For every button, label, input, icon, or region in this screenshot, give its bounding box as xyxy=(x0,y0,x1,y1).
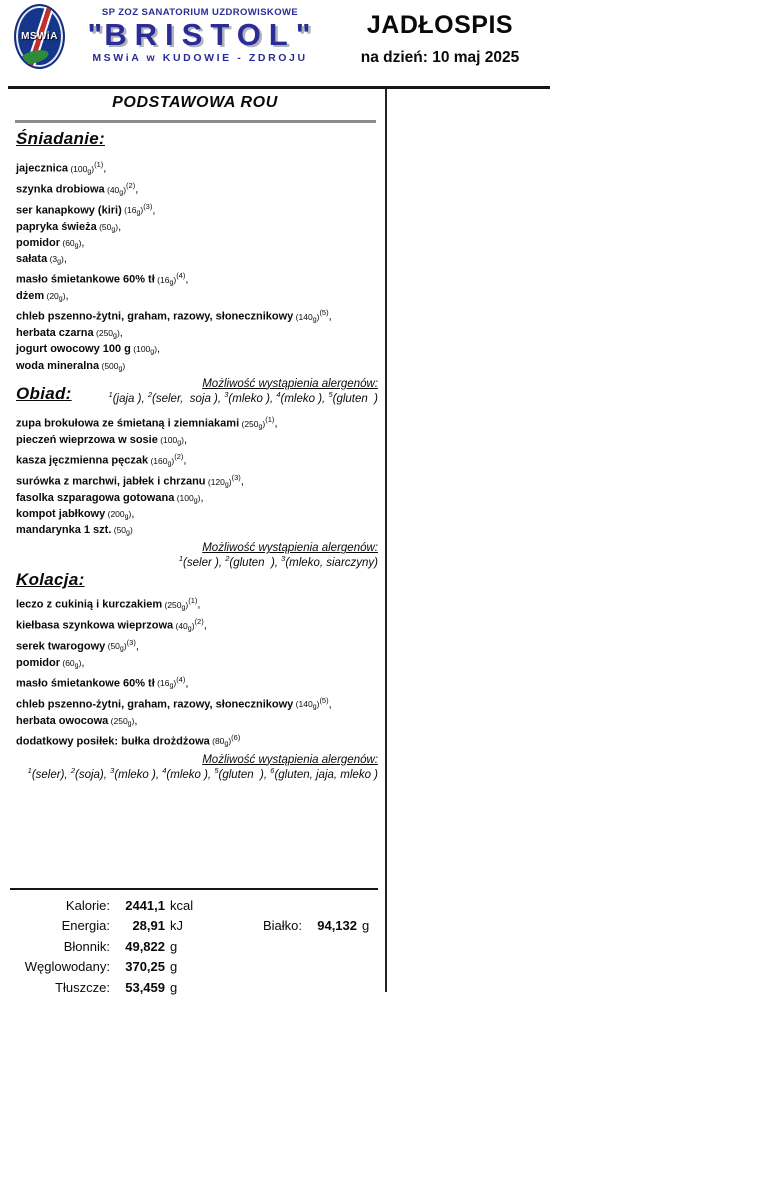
item-portion: (140g) xyxy=(293,699,320,711)
meal-item xyxy=(16,715,378,731)
portion-unit: g xyxy=(167,460,172,468)
allergen-text: (mleko ), xyxy=(280,392,329,405)
meal-item xyxy=(16,360,378,376)
portion-unit: g xyxy=(258,423,263,431)
item-name: fasolka szparagowa gotowana xyxy=(16,491,175,504)
item-footnote: (1) xyxy=(188,596,198,605)
portion-unit: g xyxy=(58,295,63,303)
item-portion: (200g) xyxy=(105,508,132,521)
meal-item xyxy=(16,327,378,343)
item-comma: , xyxy=(152,204,156,217)
meal-section xyxy=(16,570,378,780)
nutrition-value: 49,822 xyxy=(125,938,165,954)
item-name: dżem xyxy=(16,290,45,303)
nutrition-row xyxy=(0,916,400,937)
nutrition-row xyxy=(0,957,400,978)
item-name: masło śmietankowe 60% tł xyxy=(16,273,155,286)
portion-unit: g xyxy=(224,481,229,489)
meal-item xyxy=(16,471,378,492)
item-footnote: (2) xyxy=(174,452,184,462)
nutrition-value: 370,25 xyxy=(125,959,165,975)
item-name: masło śmietankowe 60% tł xyxy=(16,677,155,690)
nutrition-label: Kalorie: xyxy=(65,897,110,913)
item-footnote: (1) xyxy=(94,160,104,169)
item-portion: (250g) xyxy=(108,715,135,727)
item-portion: (40g) xyxy=(173,620,195,633)
item-footnote: (4) xyxy=(176,271,186,281)
allergen-footnote-number: 4 xyxy=(162,765,167,775)
allergen-footnote-number: 1 xyxy=(27,765,32,775)
meal-item xyxy=(16,657,378,673)
nutrition-unit: kcal xyxy=(170,897,194,913)
meal-item xyxy=(16,200,378,221)
item-name: jajecznica xyxy=(16,162,68,175)
meal-item xyxy=(16,594,378,615)
meal-item xyxy=(16,615,378,636)
item-portion: (100g) xyxy=(130,344,158,356)
meal-title: Obiad: xyxy=(16,384,72,403)
item-name: szynka drobiowa xyxy=(16,183,105,196)
item-footnote: (1) xyxy=(265,415,275,424)
item-comma: , xyxy=(134,714,138,727)
item-name: zupa brokułowa ze śmietaną i ziemniakami xyxy=(16,417,240,430)
item-comma: , xyxy=(328,698,332,711)
item-footnote: (2) xyxy=(126,180,136,190)
allergen-text: (gluten ), xyxy=(218,768,271,781)
item-comma: , xyxy=(183,433,188,446)
meal-item xyxy=(16,413,378,434)
allergen-list xyxy=(16,766,378,781)
allergen-text: (soja), xyxy=(74,768,111,781)
item-portion: (80g) xyxy=(209,736,232,748)
allergen-text: (mleko, siarczyny) xyxy=(285,557,378,570)
item-portion: (16g) xyxy=(154,274,177,287)
meal-item xyxy=(16,343,378,359)
item-comma: , xyxy=(103,162,107,175)
item-portion: (50g) xyxy=(111,525,133,537)
org-name-line: SP ZOZ SANATORIUM UZDROWISKOWE xyxy=(101,7,299,18)
portion-unit: g xyxy=(312,316,317,324)
allergen-footnote-number: 2 xyxy=(225,554,230,564)
meal-items xyxy=(16,594,378,752)
brand-word: BRISTOL xyxy=(104,17,296,52)
portion-unit: g xyxy=(118,365,123,373)
item-comma: , xyxy=(135,183,139,196)
portion-unit: g xyxy=(127,720,132,727)
portion-unit: g xyxy=(181,604,186,612)
nutrition-label: Białko: xyxy=(262,918,302,934)
item-comma: , xyxy=(131,507,135,520)
portion-unit: g xyxy=(169,279,174,287)
portion-unit: g xyxy=(126,529,130,537)
item-name: herbata czarna xyxy=(16,327,94,340)
nutrition-value: 53,459 xyxy=(125,979,165,995)
item-portion: (250g) xyxy=(239,418,266,431)
portion-unit: g xyxy=(57,258,62,266)
meal-item xyxy=(16,636,378,657)
item-portion: (50g) xyxy=(105,641,127,653)
nutrition-row xyxy=(0,936,400,957)
allergen-heading: Możliwość wystąpienia alergenów: xyxy=(202,542,378,555)
portion-unit: g xyxy=(150,348,155,356)
portion-unit: g xyxy=(187,625,192,633)
allergen-text: (seler ), xyxy=(183,557,226,570)
item-name: chleb pszenno-żytni, graham, razowy, słonecznikowy xyxy=(16,698,294,711)
allergen-list xyxy=(16,554,378,569)
item-name: surówka z marchwi, jabłek i chrzanu xyxy=(16,475,206,488)
item-portion: (60g) xyxy=(60,237,82,250)
meal-item xyxy=(16,434,378,450)
item-footnote: (4) xyxy=(176,674,186,684)
portion-unit: g xyxy=(74,662,79,670)
brand-close-quote: " xyxy=(295,17,313,52)
diet-title: PODSTAWOWA ROU xyxy=(112,94,278,111)
nutrition-unit: g xyxy=(170,938,178,954)
item-portion: (16g) xyxy=(154,678,177,690)
nutrition-unit: g xyxy=(170,959,178,975)
item-portion: (100g) xyxy=(174,492,201,505)
item-name: kasza jęczmienna pęczak xyxy=(16,454,149,467)
meal-item xyxy=(16,508,378,524)
meal-item xyxy=(16,524,378,540)
meal-title: Kolacja: xyxy=(16,570,85,589)
meal-title: Śniadanie: xyxy=(16,129,105,148)
item-portion: (16g) xyxy=(121,205,144,217)
menu-title: JADŁOSPIS xyxy=(366,11,514,39)
item-name: kompot jabłkowy xyxy=(16,507,106,520)
portion-unit: g xyxy=(169,682,174,690)
portion-unit: g xyxy=(74,242,79,250)
allergen-footnote-number: 5 xyxy=(214,765,219,775)
allergen-text: (mleko ), xyxy=(114,768,163,781)
brand-block xyxy=(64,7,336,64)
item-comma: , xyxy=(203,619,207,632)
meal-item xyxy=(16,673,378,694)
allergen-footnote-number: 4 xyxy=(276,389,281,399)
allergen-text: (gluten, jaja, mleko ) xyxy=(274,768,378,781)
portion-unit: g xyxy=(87,168,92,176)
item-footnote: (5) xyxy=(319,308,329,318)
meal-item xyxy=(16,237,378,253)
nutrition-value: 2441,1 xyxy=(125,897,165,913)
item-name: pieczeń wieprzowa w sosie xyxy=(16,433,158,446)
item-name: sałata xyxy=(16,252,48,265)
item-name: mandarynka 1 szt. xyxy=(16,524,112,537)
allergen-footnote-number: 1 xyxy=(178,554,184,564)
logo-text: MSWiA xyxy=(21,31,58,42)
portion-unit: g xyxy=(136,209,141,217)
meal-item xyxy=(16,253,378,269)
meal-item xyxy=(16,694,378,715)
item-footnote: (3) xyxy=(143,201,153,211)
meal-item xyxy=(16,221,378,237)
header-rule xyxy=(8,86,550,89)
title-block xyxy=(338,11,542,67)
allergen-footnote-number: 6 xyxy=(270,765,275,775)
allergen-footnote-number: 2 xyxy=(147,389,153,399)
item-comma: , xyxy=(157,343,161,356)
item-name: pomidor xyxy=(16,236,60,249)
brand-open-quote: " xyxy=(87,17,105,52)
allergen-text: (mleko ), xyxy=(166,768,215,781)
meal-item xyxy=(16,731,378,752)
nutrition-unit: g xyxy=(170,979,178,995)
allergen-footnote-number: 1 xyxy=(108,389,113,399)
item-comma: , xyxy=(135,640,139,653)
item-comma: , xyxy=(240,475,244,488)
item-footnote: (2) xyxy=(194,616,204,626)
allergen-text: (seler, soja ), xyxy=(152,392,225,405)
item-portion: (3g) xyxy=(47,253,64,266)
allergen-text: (gluten ) xyxy=(332,392,378,405)
item-comma: , xyxy=(185,273,189,286)
org-location-line: MSWiA w KUDOWIE - ZDROJU xyxy=(92,52,308,64)
meal-items xyxy=(16,413,378,540)
nutrition-row xyxy=(0,977,400,998)
item-name: pomidor xyxy=(16,656,60,669)
item-portion: (100g) xyxy=(67,163,95,176)
item-name: herbata owocowa xyxy=(16,714,109,727)
item-footnote: (3) xyxy=(126,637,136,647)
allergen-heading: Możliwość wystąpienia alergenów: xyxy=(202,377,378,390)
allergen-footnote-number: 3 xyxy=(224,389,229,399)
nutrition-row xyxy=(0,895,400,916)
item-portion: (500g) xyxy=(99,360,126,373)
portion-unit: g xyxy=(119,645,124,653)
item-portion: (140g) xyxy=(293,311,320,324)
nutrition-value: 94,132 xyxy=(317,918,357,934)
portion-unit: g xyxy=(312,703,317,711)
item-comma: , xyxy=(274,417,278,430)
nutrition-unit: g xyxy=(362,918,370,934)
item-comma: , xyxy=(63,252,67,265)
item-portion: (250g) xyxy=(162,599,189,612)
portion-unit: g xyxy=(111,226,116,234)
portion-unit: g xyxy=(177,439,182,447)
item-comma: , xyxy=(81,656,85,669)
nutrition-label: Węglowodany: xyxy=(24,959,110,975)
meal-item xyxy=(16,492,378,508)
portion-unit: g xyxy=(224,740,229,748)
allergen-heading: Możliwość wystąpienia alergenów: xyxy=(202,753,378,766)
item-comma: , xyxy=(200,491,204,504)
brand-name xyxy=(64,19,336,50)
allergen-text: (seler), xyxy=(31,768,71,781)
item-portion: (160g) xyxy=(148,455,175,468)
item-footnote: (6) xyxy=(231,732,241,742)
item-comma: , xyxy=(118,220,122,233)
meal-items xyxy=(16,158,378,376)
portion-unit: g xyxy=(124,513,129,521)
item-name: kiełbasa szynkowa wieprzowa xyxy=(16,619,174,632)
allergen-footnote-number: 3 xyxy=(281,554,286,564)
item-name: woda mineralna xyxy=(16,359,100,372)
nutrition-summary xyxy=(0,895,400,998)
meal-section xyxy=(16,384,378,569)
item-portion: (100g) xyxy=(157,434,184,447)
item-comma: , xyxy=(185,677,189,690)
item-portion: (120g) xyxy=(205,476,232,489)
item-name: dodatkowy posiłek: bułka drożdżowa xyxy=(16,735,210,748)
mswia-sanatorium-logo xyxy=(14,4,65,69)
allergen-text: (jaja ), xyxy=(112,392,148,405)
portion-unit: g xyxy=(193,497,198,505)
meal-item xyxy=(16,450,378,471)
item-comma: , xyxy=(65,290,69,303)
item-comma: , xyxy=(197,598,201,611)
item-name: jogurt owocowy 100 g xyxy=(16,343,131,356)
meal-item xyxy=(16,158,378,179)
nutrition-label: Tłuszcze: xyxy=(55,979,110,995)
nutrition-unit: kJ xyxy=(170,918,183,934)
item-name: leczo z cukinią i kurczakiem xyxy=(16,598,163,611)
meal-item xyxy=(16,306,378,327)
nutrition-value: 28,91 xyxy=(132,918,165,934)
item-portion: (250g) xyxy=(93,328,120,340)
nutrition-rule xyxy=(10,888,378,890)
meal-item xyxy=(16,290,378,306)
item-comma: , xyxy=(328,310,332,323)
item-portion: (60g) xyxy=(60,657,82,670)
item-name: chleb pszenno-żytni, graham, razowy, słonecznikowy xyxy=(16,310,294,323)
item-name: serek twarogowy xyxy=(16,640,106,653)
meal-section xyxy=(16,129,378,405)
allergen-footnote-number: 3 xyxy=(110,765,115,775)
item-portion: (50g) xyxy=(96,221,119,234)
item-footnote: (5) xyxy=(319,695,329,705)
column-divider xyxy=(385,89,387,992)
portion-unit: g xyxy=(113,332,117,340)
diet-title-underline xyxy=(15,120,376,123)
nutrition-label: Energia: xyxy=(61,918,110,934)
allergen-text: (mleko ), xyxy=(228,392,277,405)
item-comma: , xyxy=(81,236,85,249)
allergen-footnote-number: 5 xyxy=(328,389,333,399)
item-footnote: (3) xyxy=(231,472,241,482)
item-name: papryka świeża xyxy=(16,220,97,233)
allergen-footnote-number: 2 xyxy=(70,765,75,775)
meal-item xyxy=(16,269,378,290)
menu-date: na dzień: 10 maj 2025 xyxy=(360,49,520,66)
portion-unit: g xyxy=(119,189,124,197)
item-portion: (20g) xyxy=(44,291,66,303)
item-comma: , xyxy=(119,327,123,340)
allergen-text: (gluten ), xyxy=(229,557,282,570)
meal-item xyxy=(16,179,378,200)
item-portion: (40g) xyxy=(104,184,127,197)
item-name: ser kanapkowy (kiri) xyxy=(16,204,122,217)
item-comma: , xyxy=(183,454,187,467)
nutrition-label: Błonnik: xyxy=(63,938,110,954)
